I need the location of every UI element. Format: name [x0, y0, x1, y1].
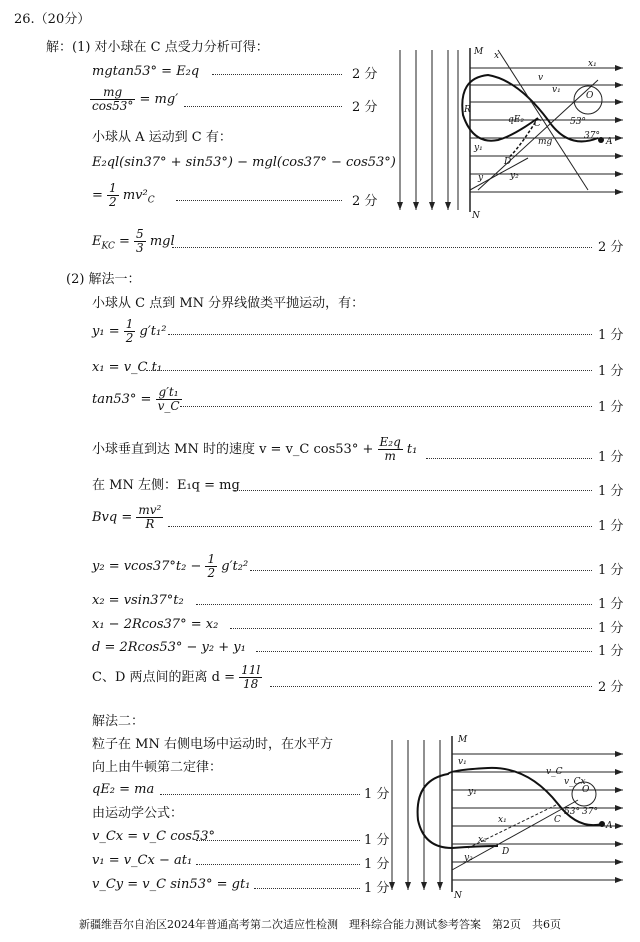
svg-text:v₁: v₁	[458, 757, 467, 767]
score: 1 分	[598, 621, 624, 636]
eq-ekc: $E_{KC}$ = $\frac{5}{3}$ mgl	[92, 227, 175, 255]
leader-dots	[176, 200, 342, 201]
eq-cd-distance: C、D 两点间的距离 d = $\frac{11l}{18}$	[92, 663, 261, 691]
svg-text:y₁: y₁	[474, 143, 483, 153]
score: 1 分	[364, 881, 390, 896]
figure-field-diagram-1	[388, 40, 628, 220]
svg-text:v_C: v_C	[546, 767, 563, 777]
svg-text:D: D	[504, 157, 512, 167]
text-a-to-c: 小球从 A 运动到 C 有：	[92, 130, 232, 145]
method2-line1: 粒子在 MN 右侧电场中运动时，在水平方	[92, 737, 333, 752]
svg-text:C: C	[554, 815, 561, 825]
svg-text:N: N	[454, 891, 462, 900]
leader-dots	[196, 864, 360, 865]
method1-intro: 小球从 C 点到 MN 分界线做类平抛运动，有：	[92, 296, 365, 311]
svg-text:y₁: y₁	[468, 787, 477, 797]
score: 1 分	[598, 519, 624, 534]
eq-effective-gravity: $\frac{mg}{\cos 53^\circ}$ = mg′	[92, 85, 179, 113]
score: 2 分	[598, 240, 624, 255]
leader-dots	[212, 74, 342, 75]
method2-title: 解法二：	[92, 714, 145, 729]
eq-work-energy: E₂ql(sin37° + sin53°) − mgl(cos37° − cos53°)	[92, 155, 396, 170]
svg-text:53°: 53°	[570, 117, 586, 127]
leader-dots	[234, 490, 592, 491]
problem-number: 26.（20分）	[14, 12, 91, 27]
eq-lorentz: Bvq = $\frac{\text{mv²}}{R}$	[92, 503, 162, 531]
eq-v1: v₁ = v_Cx − at₁	[92, 853, 193, 868]
svg-text:37°: 37°	[582, 807, 598, 817]
svg-text:O: O	[582, 785, 590, 795]
svg-text:x: x	[494, 51, 500, 61]
method1-title: (2) 解法一：	[66, 272, 141, 287]
score: 1 分	[364, 833, 390, 848]
leader-dots	[254, 888, 360, 889]
svg-text:C: C	[534, 119, 541, 129]
eq-x1: x₁ = v_C t₁	[92, 360, 163, 375]
eq-kinetic: = $\frac{1}{2}$ $mv^2_C$	[92, 181, 155, 209]
svg-text:M: M	[458, 735, 468, 745]
score: 2 分	[352, 100, 378, 115]
page-footer: 新疆维吾尔自治区2024年普通高考第二次适应性检测 理科综合能力测试参考答案 第2页 共6页	[79, 918, 561, 931]
eq-vcx: v_Cx = v_C cos53°	[92, 829, 216, 844]
svg-text:N: N	[472, 211, 480, 220]
eq-distance-d: d = 2Rcos53° − y₂ + y₁	[92, 640, 246, 655]
score: 1 分	[598, 450, 624, 465]
eq-newton2: qE₂ = ma	[92, 782, 155, 797]
leader-dots	[172, 247, 592, 248]
svg-text:x₁: x₁	[588, 59, 597, 69]
eq-vcy: v_Cy = v_C sin53° = gt₁	[92, 877, 251, 892]
eq-x2: x₂ = vsin37°t₂	[92, 593, 184, 608]
figure-field-diagram-2	[378, 730, 628, 900]
score: 2 分	[352, 67, 378, 82]
leader-dots	[270, 686, 592, 687]
eq-velocity-mn: 小球垂直到达 MN 时的速度 v = v_C cos53° + $\frac{\text{E₂q}}{m}$ t₁	[92, 435, 418, 463]
score: 1 分	[364, 787, 390, 802]
svg-text:mg: mg	[538, 137, 553, 147]
svg-text:v₁: v₁	[552, 85, 561, 95]
score: 1 分	[598, 563, 624, 578]
svg-text:O: O	[586, 91, 594, 101]
part1-intro: 解：(1) 对小球在 C 点受力分析可得：	[46, 40, 269, 55]
svg-text:53°: 53°	[564, 807, 580, 817]
leader-dots	[426, 458, 592, 459]
score: 1 分	[364, 857, 390, 872]
svg-text:y: y	[478, 173, 484, 183]
score: 1 分	[598, 328, 624, 343]
leader-dots	[146, 370, 592, 371]
leader-dots	[168, 334, 592, 335]
eq-y2: y₂ = vcos37°t₂ − $\frac{1}{2}$ g′t₂²	[92, 552, 249, 580]
leader-dots	[168, 526, 592, 527]
leader-dots	[196, 840, 360, 841]
score: 1 分	[598, 400, 624, 415]
svg-text:x₂: x₂	[478, 835, 487, 845]
leader-dots	[230, 628, 592, 629]
eq-y1: y₁ = $\frac{1}{2}$ g′t₁²	[92, 317, 167, 345]
leader-dots	[256, 651, 592, 652]
leader-dots	[196, 604, 592, 605]
svg-text:qE₂: qE₂	[508, 115, 524, 125]
svg-text:A: A	[606, 821, 613, 831]
svg-text:y₂: y₂	[464, 853, 473, 863]
score: 1 分	[598, 364, 624, 379]
svg-text:D: D	[502, 847, 510, 857]
leader-dots	[180, 406, 592, 407]
svg-text:x₁: x₁	[498, 815, 507, 825]
method2-kinematics: 由运动学公式：	[92, 806, 184, 821]
svg-text:v: v	[538, 73, 544, 83]
svg-text:y₂: y₂	[510, 171, 519, 181]
score: 2 分	[598, 680, 624, 695]
eq-left-side: 在 MN 左侧：E₁q = mg	[92, 478, 240, 493]
svg-text:R: R	[464, 105, 471, 115]
leader-dots	[160, 794, 360, 795]
svg-text:M: M	[474, 47, 484, 57]
score: 1 分	[598, 484, 624, 499]
svg-text:37°: 37°	[584, 131, 600, 141]
eq-force-balance: mgtan53° = E₂q	[92, 64, 200, 79]
leader-dots	[184, 106, 342, 107]
leader-dots	[250, 570, 592, 571]
score: 1 分	[598, 644, 624, 659]
svg-text:v_Cx: v_Cx	[564, 777, 586, 787]
eq-geometry-x: x₁ − 2Rcos37° = x₂	[92, 617, 219, 632]
score: 1 分	[598, 597, 624, 612]
score: 2 分	[352, 194, 378, 209]
svg-text:A: A	[606, 137, 613, 147]
eq-tan53: tan53° = $\frac{\text{g′t₁}}{v\_C}$	[92, 385, 180, 413]
method2-line2: 向上由牛顿第二定律：	[92, 760, 223, 775]
